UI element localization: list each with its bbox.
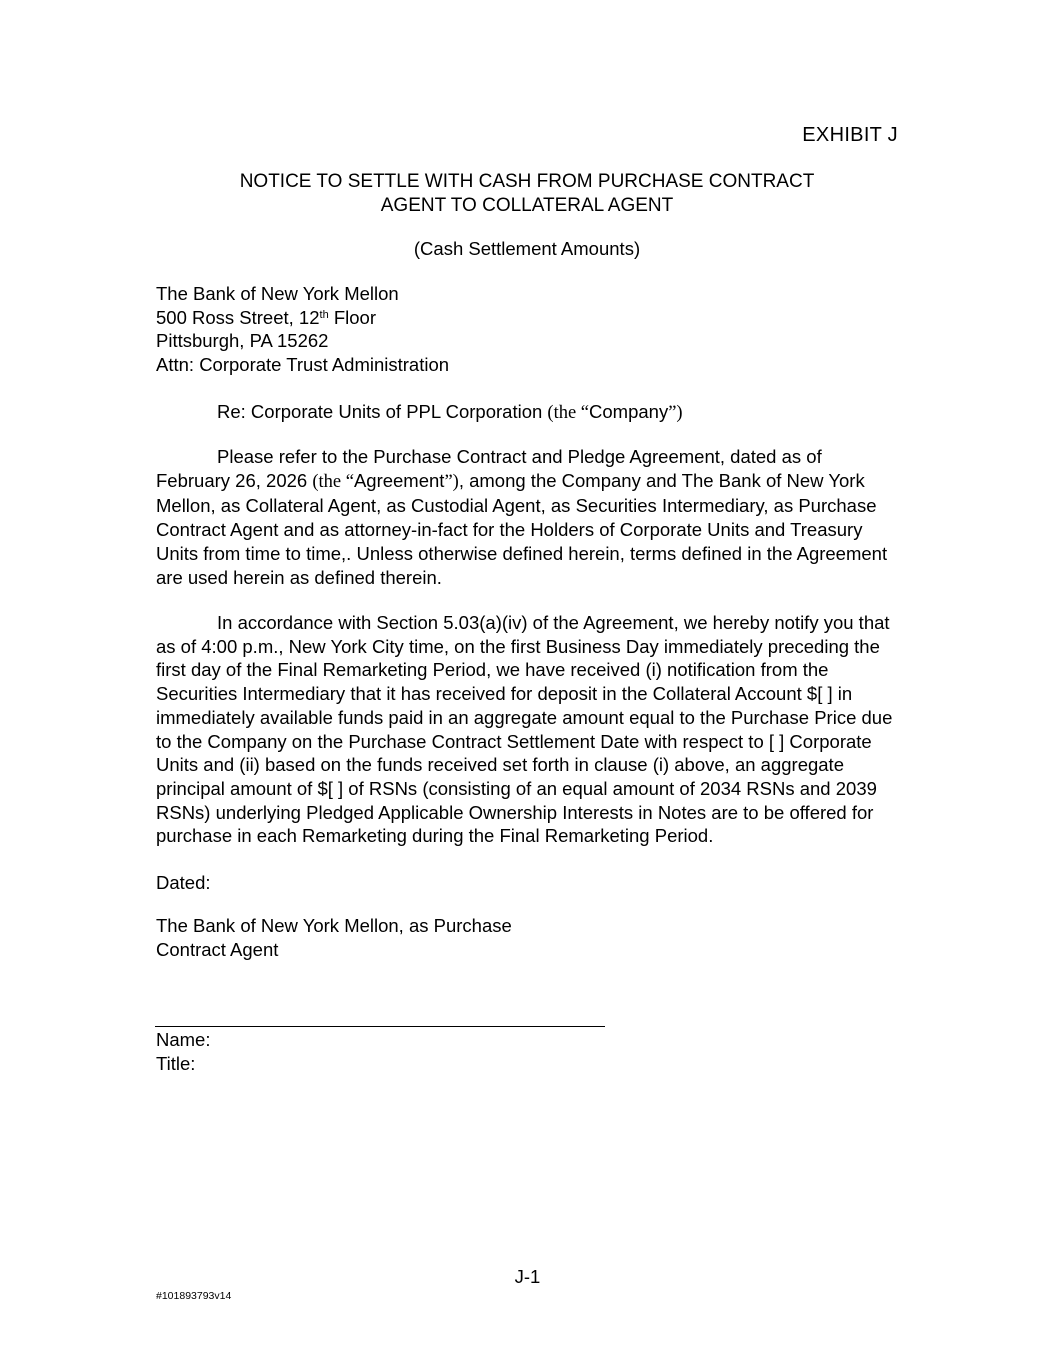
- re-open-quote: (the “: [547, 403, 590, 423]
- name-label: Name:: [156, 1029, 211, 1050]
- title-line-2: AGENT TO COLLATERAL AGENT: [380, 195, 674, 216]
- document-id: #101893793v14: [156, 1290, 232, 1302]
- title-label: Title:: [156, 1053, 196, 1074]
- signer-block: [156, 914, 512, 962]
- re-close-quote: ”): [668, 403, 683, 423]
- dated-label: Dated:: [156, 872, 211, 893]
- paragraph-2-text: In accordance with Section 5.03(a)(iv) of the Agreement, we hereby notify you that as of 4:00 p.m., New York City time, on the first Business Day immediately preceding the first day of the Final Remarketing Period, we have received (i) notification from the Securities Intermediary that it has received for deposit in the Collateral Account $[ ] in immediately available funds paid in an aggregate amount equal to the Purchase Price due to the Company on the Purchase Contract Settlement Date with respect to [ ] Corporate Units and (ii) based on the funds received set forth in clause (i) above, an aggregate principal amount of $[ ] of RSNs (consisting of an equal amount of 2034 RSNs and 2039 RSNs) underlying Pledged Applicable Ownership Interests in Notes are to be offered for purchase in each Remarketing during the Final Remarketing Period.: [156, 612, 893, 847]
- title-line-1: NOTICE TO SETTLE WITH CASH FROM PURCHASE CONTRACT: [239, 171, 815, 192]
- address-line-2: [156, 306, 449, 330]
- document-title: [156, 170, 898, 218]
- document-subtitle: (Cash Settlement Amounts): [413, 238, 641, 259]
- body-paragraph-2: [156, 611, 898, 848]
- re-prefix: Re: Corporate Units of PPL Corporation: [217, 401, 548, 422]
- paragraph-1-text-a: Please refer to the Purchase Contract and Pledge Agreement, dated as of February 26, 2026: [156, 446, 822, 491]
- paragraph-1-close-quote: ”): [444, 471, 459, 492]
- address-street: 500 Ross Street, 12: [156, 306, 320, 328]
- body-paragraph-1: [156, 445, 898, 589]
- paragraph-1-text-b: , among the Company and The Bank of New York Mellon, as Collateral Agent, as Custodial Agent, as Securities Intermediary, as Purchase Contract Agent and as attorney-in-fact for the Holders of Corporate Units and Treasury Units from time to time,. Unless otherwise defined herein, terms defined in the Agreement are used herein as defined therein.: [156, 469, 888, 588]
- exhibit-label: EXHIBIT J: [802, 124, 898, 146]
- paragraph-1-open-quote: (the “: [312, 471, 354, 492]
- address-line-4: Attn: Corporate Trust Administration: [156, 353, 450, 375]
- addressee-block: [156, 282, 449, 376]
- address-line-1: The Bank of New York Mellon: [156, 283, 399, 304]
- address-line-3: Pittsburgh, PA 15262: [156, 330, 329, 351]
- signature-fields: [156, 1028, 211, 1076]
- re-line: [217, 400, 683, 425]
- paragraph-1-defined-term: Agreement: [353, 469, 445, 491]
- address-ordinal-suffix: th: [319, 308, 329, 321]
- signer-line-2: Contract Agent: [156, 939, 279, 960]
- page-number: J-1: [514, 1266, 541, 1287]
- address-floor: Floor: [328, 306, 376, 328]
- re-defined-term: Company: [589, 401, 669, 422]
- signature-line: [155, 1026, 605, 1027]
- signer-line-1: The Bank of New York Mellon, as Purchase: [156, 915, 512, 936]
